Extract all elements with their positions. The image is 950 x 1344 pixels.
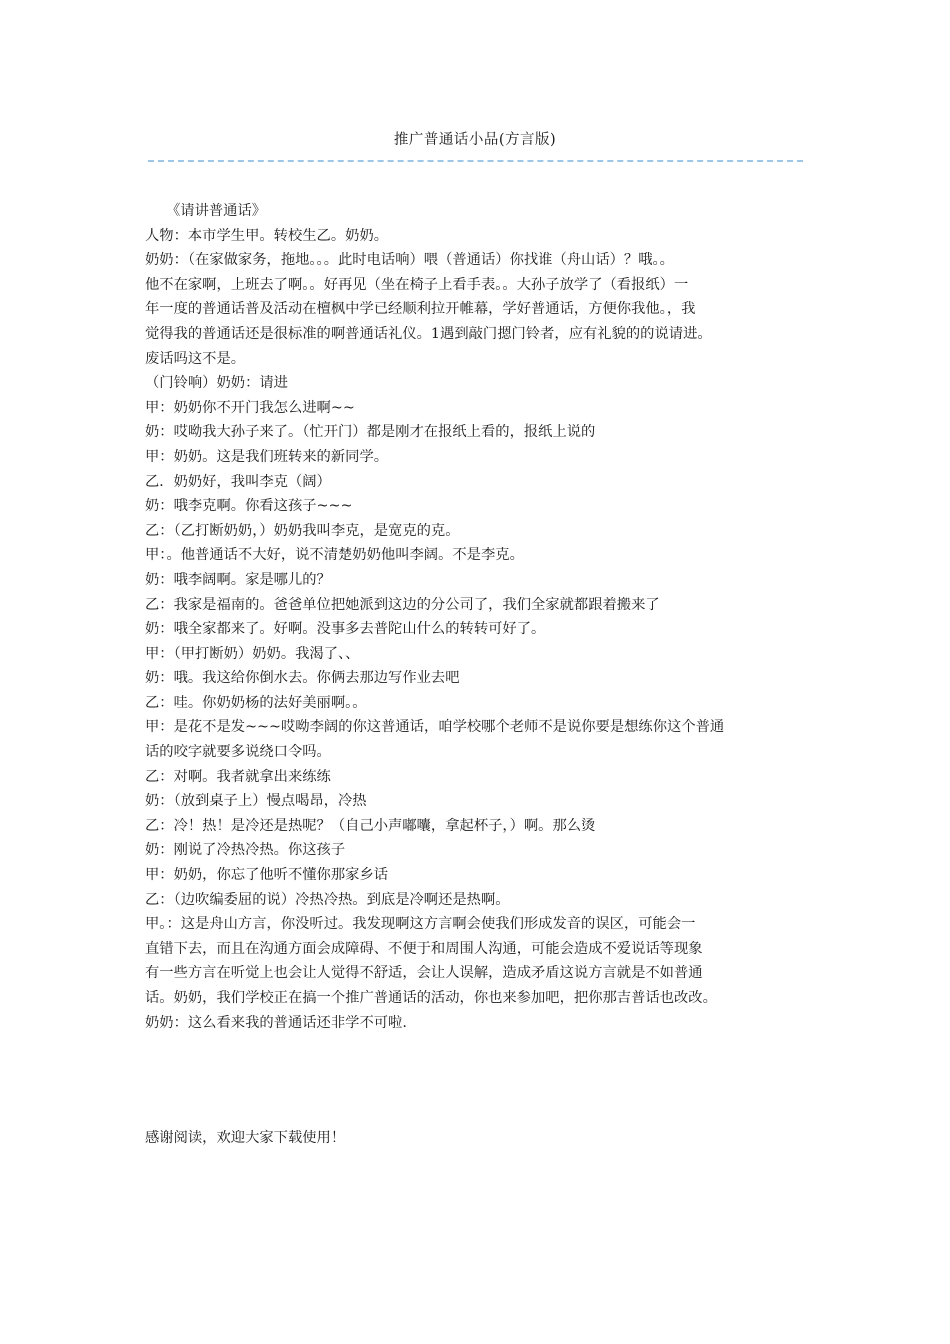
text-line: 奶：刚说了冷热冷热。你这孩子 [145,842,346,859]
text-line: 甲：奶奶，你忘了他听不懂你那家乡话 [145,867,389,884]
text-line: 乙：哇。你奶奶杨的法好美丽啊。。 [145,694,367,711]
text-line: 甲：奶奶你不开门我怎么进啊~~ [145,399,355,416]
text-line: 废话吗这不是。 [145,350,246,367]
text-line: 话的咬字就要多说绕口令吗。 [145,744,331,761]
text-line: 年一度的普通话普及活动在檀枫中学已经顺利拉开帷幕，学好普通话，方便你我他。，我 [145,301,696,318]
text-line: 奶：（放到桌子上）慢点喝昂，冷热 [145,793,367,810]
text-line: 乙：（边吹编委屈的说）冷热冷热。到底是冷啊还是热啊。 [145,891,510,908]
text-line: 乙：（乙打断奶奶，）奶奶我叫李克，是宽克的克。 [145,522,460,539]
text-line: 乙：我家是福南的。爸爸单位把她派到这边的分公司了，我们全家就都跟着搬来了 [145,596,660,613]
document-title: 推广普通话小品(方言版) [393,132,557,148]
text-line: 奶：哦李阔啊。家是哪儿的？ [145,571,331,588]
dialogue-lines [145,224,825,1036]
text-line: 奶奶：这么看来我的普通话还非学不可啦. [145,1014,407,1031]
text-line: 奶：哎呦我大孙子来了。（忙开门）都是刚才在报纸上看的，报纸上说的 [145,424,596,441]
text-line: 奶奶：（在家做家务，拖地。。。此时电话响）喂（普通话）你找谁（舟山话）？哦。。 [145,252,674,269]
text-line: 他不在家啊，上班去了啊。。好再见（坐在椅子上看手表。。大孙子放学了（看报纸）一 [145,276,689,293]
text-line: 话。奶奶，我们学校正在搞一个推广普通话的活动，你也来参加吧，把你那吉普话也改改。 [145,990,717,1006]
footer-text: 感谢阅读，欢迎大家下载使用！ [145,1130,346,1146]
text-line: 奶：哦。我这给你倒水去。你俩去那边写作业去吧 [145,670,460,687]
text-line: 奶：哦李克啊。你看这孩子~~~ [145,498,353,515]
text-line: 乙．奶奶好，我叫李克（阔） [145,473,331,490]
text-line: 奶：哦全家都来了。好啊。没事多去普陀山什么的转转可好了。 [145,621,546,638]
text-line: 乙：冷！热！是冷还是热呢？（自己小声嘟囔，拿起杯子，）啊。那么烫 [145,817,596,834]
text-line: 甲：（甲打断奶）奶奶。我渴了、、 [145,645,360,662]
text-line: 觉得我的普通话还是很标准的啊普通话礼仪。1遇到敲门摁门铃者，应有礼貌的的说请进。 [145,325,712,342]
text-line: （门铃响）奶奶：请进 [145,375,288,392]
text-line: 甲。：这是舟山方言，你没听过。我发现啊这方言啊会使我们形成发音的误区，可能会一 [145,916,696,933]
text-line: 有一些方言在听觉上也会让人觉得不舒适，会让人误解，造成矛盾这说方言就是不如普通 [145,965,703,982]
text-line: 人物：本市学生甲。转校生乙。奶奶。 [145,227,389,244]
document-body [145,199,825,1035]
play-heading: 《请讲普通话》 [166,203,267,219]
text-line: 甲：。他普通话不大好，说不清楚奶奶他叫李阔。不是李克。 [145,547,524,564]
text-line: 直错下去，而且在沟通方面会成障碍、不便于和周围人沟通，可能会造成不爱说话等现象 [145,940,703,957]
text-line: 甲：奶奶。这是我们班转来的新同学。 [145,448,389,465]
title-divider [148,160,803,162]
text-line: 甲：是花不是发~~~哎呦李阔的你这普通话，咱学校哪个老师不是说你要是想练你这个普通 [145,719,725,736]
text-line: 乙：对啊。我者就拿出来练练 [145,768,331,785]
